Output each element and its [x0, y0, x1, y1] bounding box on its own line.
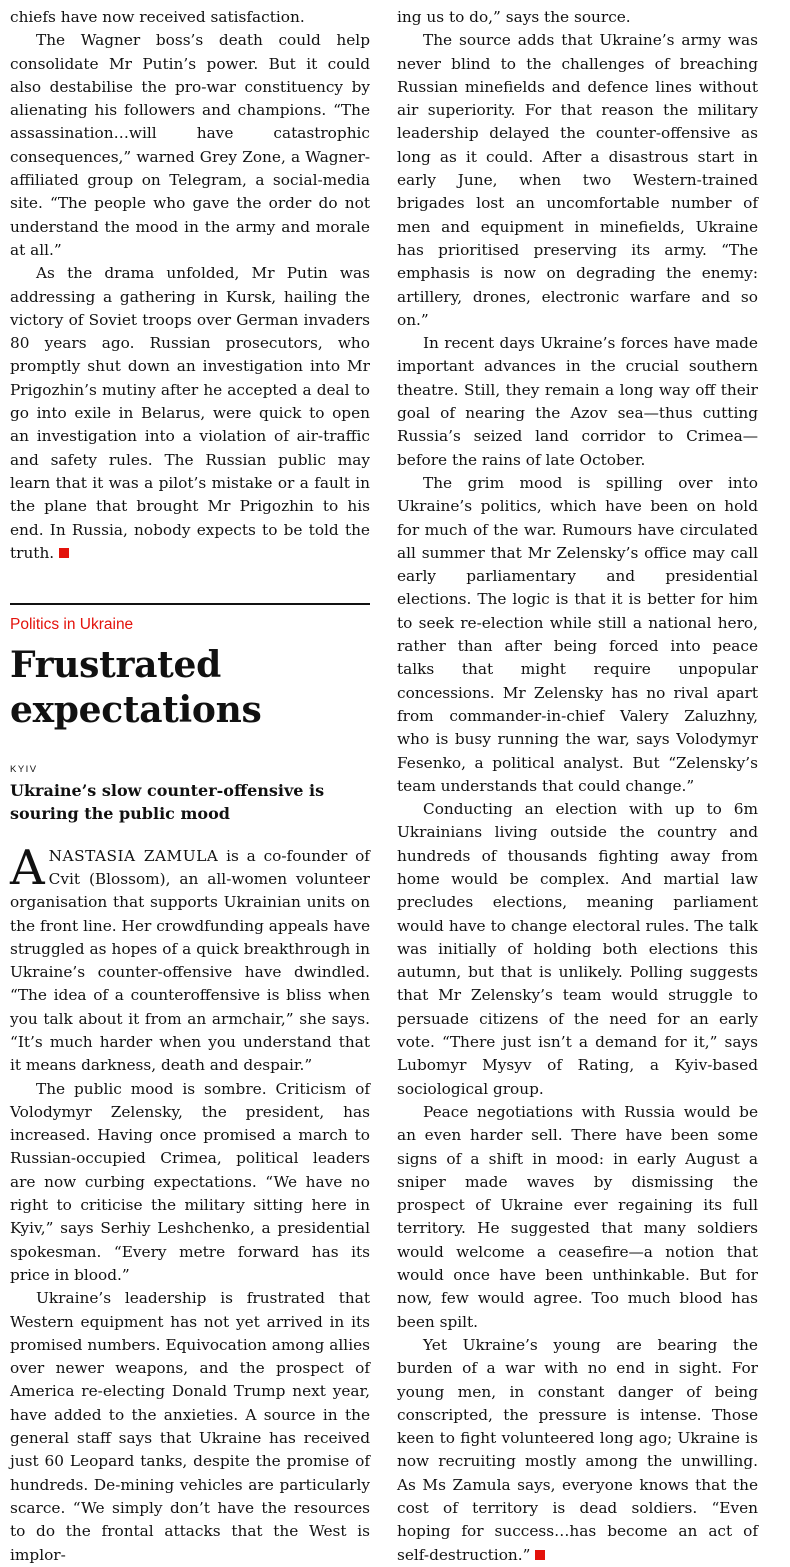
- article-paragraph-6: The grim mood is spilling over into Ukraine’s politics, which have been on hold for much of the war. Rumours have circulated all summer that Mr Zelensky’s office may call early parliamentary and presidential elections. The logic is that it is better for him to seek re-election while still a national hero, rather than after being forced into peace talks that might require unpopular concessions. Mr Zelensky has no rival apart from commander-in-chief Valery Zaluzhny, who is busy running the war, says Volodymyr Fesenko, a political analyst. But “Zelensky’s team understands that could change.”: [397, 473, 758, 795]
- headline-line-2: expectations: [10, 688, 262, 731]
- prev-article-paragraph-3-text: As the drama unfolded, Mr Putin was addressing a gathering in Kursk, hailing the victory of Soviet troops over German invaders 80 years ago. Russian prosecutors, who promptly shut down an investigation into Mr Prigozhin’s mutiny after he accepted a deal to go into exile in Belarus, were quick to open an investigation into a violation of air-traffic and safety rules. The Russian public may learn that it was a pilot’s mistake or a fault in the plane that brought Mr Prigozhin to his end. In Russia, nobody expects to be told the truth.: [10, 264, 370, 562]
- article-paragraph-9: [397, 1334, 758, 1567]
- lead-paragraph-text: is a co-founder of Cvit (Blossom), an all-women volunteer organisation that supports Ukrainian units on the front line. Her crowdfunding appeals have struggled as hopes of a quick breakthrough in Ukraine’s counter-offensive have dwindled. “The idea of a counteroffensive is bliss when you talk about it from an armchair,” she says. “It’s much harder when you understand that it means darkness, death and despair.”: [10, 846, 370, 1075]
- prev-article-paragraph-1: chiefs have now received satisfaction.: [10, 8, 305, 26]
- standfirst: Ukraine’s slow counter-offensive is souring the public mood: [10, 780, 325, 823]
- section-divider: [10, 603, 370, 605]
- headline: [10, 643, 370, 733]
- prev-article-paragraph-2: The Wagner boss’s death could help consolidate Mr Putin’s power. But it could also destabilise the pro-war constituency by alienating his followers and champions. “The assassination…will have catastrophic consequences,” warned Grey Zone, a Wagner-affiliated group on Telegram, a social-media site. “The people who gave the order do not understand the mood in the army and morale at all.”: [10, 31, 370, 259]
- article-paragraph-2: The public mood is sombre. Criticism of Volodymyr Zelensky, the president, has increased. Having once promised a march to Russian-occupied Crimea, political leaders are now curbing expectations. “We have no right to criticise the military sitting here in Kyiv,” says Serhiy Leshchenko, a presidential spokesman. “Every metre forward has its price in blood.”: [10, 1079, 370, 1284]
- lead-paragraph: [10, 839, 370, 1078]
- headline-line-1: Frustrated: [10, 643, 221, 686]
- article-paragraph-4: The source adds that Ukraine’s army was never blind to the challenges of breaching Russian minefields and defence lines without air superiority. For that reason the military leadership delayed the counter-offensive as long as it could. After a disastrous start in early June, when two Western-trained brigades lost an uncomfortable number of men and equipment in minefields, Ukraine has prioritised preserving its army. “The emphasis is now on degrading the enemy: artillery, drones, electronic warfare and so on.”: [397, 31, 758, 329]
- article-paragraph-7: Conducting an election with up to 6m Ukrainians living outside the country and hundreds of thousands fighting away from home would be complex. And martial law precludes elections, meaning parliament would have to change electoral rules. The talk was initially of holding both elections this autumn, but that is unlikely. Polling suggests that Mr Zelensky’s team would struggle to persuade citizens of the need for an early vote. “There just isn’t a demand for it,” says Lubomyr Mysyv of Rating, a Kyiv-based sociological group.: [397, 800, 758, 1098]
- end-mark-icon: [535, 1550, 545, 1560]
- dateline: KYIV: [10, 763, 38, 775]
- left-column: [10, 6, 370, 1567]
- right-column: [397, 6, 758, 1567]
- end-mark-icon: [59, 548, 69, 558]
- article-paragraph-3-continued: ing us to do,” says the source.: [397, 8, 631, 26]
- article-paragraph-3: Ukraine’s leadership is frustrated that Western equipment has not yet arrived in its promised numbers. Equivocation among allies over newer weapons, and the prospect of America re-electing Donald Trump next year, have added to the anxieties. A source in the general staff says that Ukraine has received just 60 Leopard tanks, despite the promise of hundreds. De-mining vehicles are particularly scarce. “We simply don’t have the resources to do the frontal attacks that the West is implor-: [10, 1289, 370, 1564]
- section-label: Politics in Ukraine: [10, 615, 134, 633]
- article-paragraph-9-text: Yet Ukraine’s young are bearing the burden of a war with no end in sight. For young men, in constant danger of being conscripted, the pressure is intense. Those keen to fight volunteered long ago; Ukraine is now recruiting mostly among the unwilling. As Ms Zamula says, everyone knows that the cost of territory is dead soldiers. “Even hoping for success…has become an act of self-destruction.”: [397, 1335, 758, 1564]
- drop-cap: A: [10, 839, 45, 896]
- article-paragraph-8: Peace negotiations with Russia would be an even harder sell. There have been some signs of a shift in mood: in early August a sniper made waves by dismissing the prospect of Ukraine ever regaining its full territory. He suggested that many soldiers would welcome a ceasefire—a notion that would once have been unthinkable. But for now, few would agree. Too much blood has been spilt.: [397, 1102, 758, 1331]
- prev-article-paragraph-3: [10, 262, 370, 565]
- article-paragraph-5: In recent days Ukraine’s forces have made important advances in the crucial southern theatre. Still, they remain a long way off their goal of nearing the Azov sea—thus cutting Russia’s seized land corridor to Crimea—before the rains of late October.: [397, 334, 758, 469]
- lead-name-smallcaps: NASTASIA ZAMULA: [48, 846, 219, 865]
